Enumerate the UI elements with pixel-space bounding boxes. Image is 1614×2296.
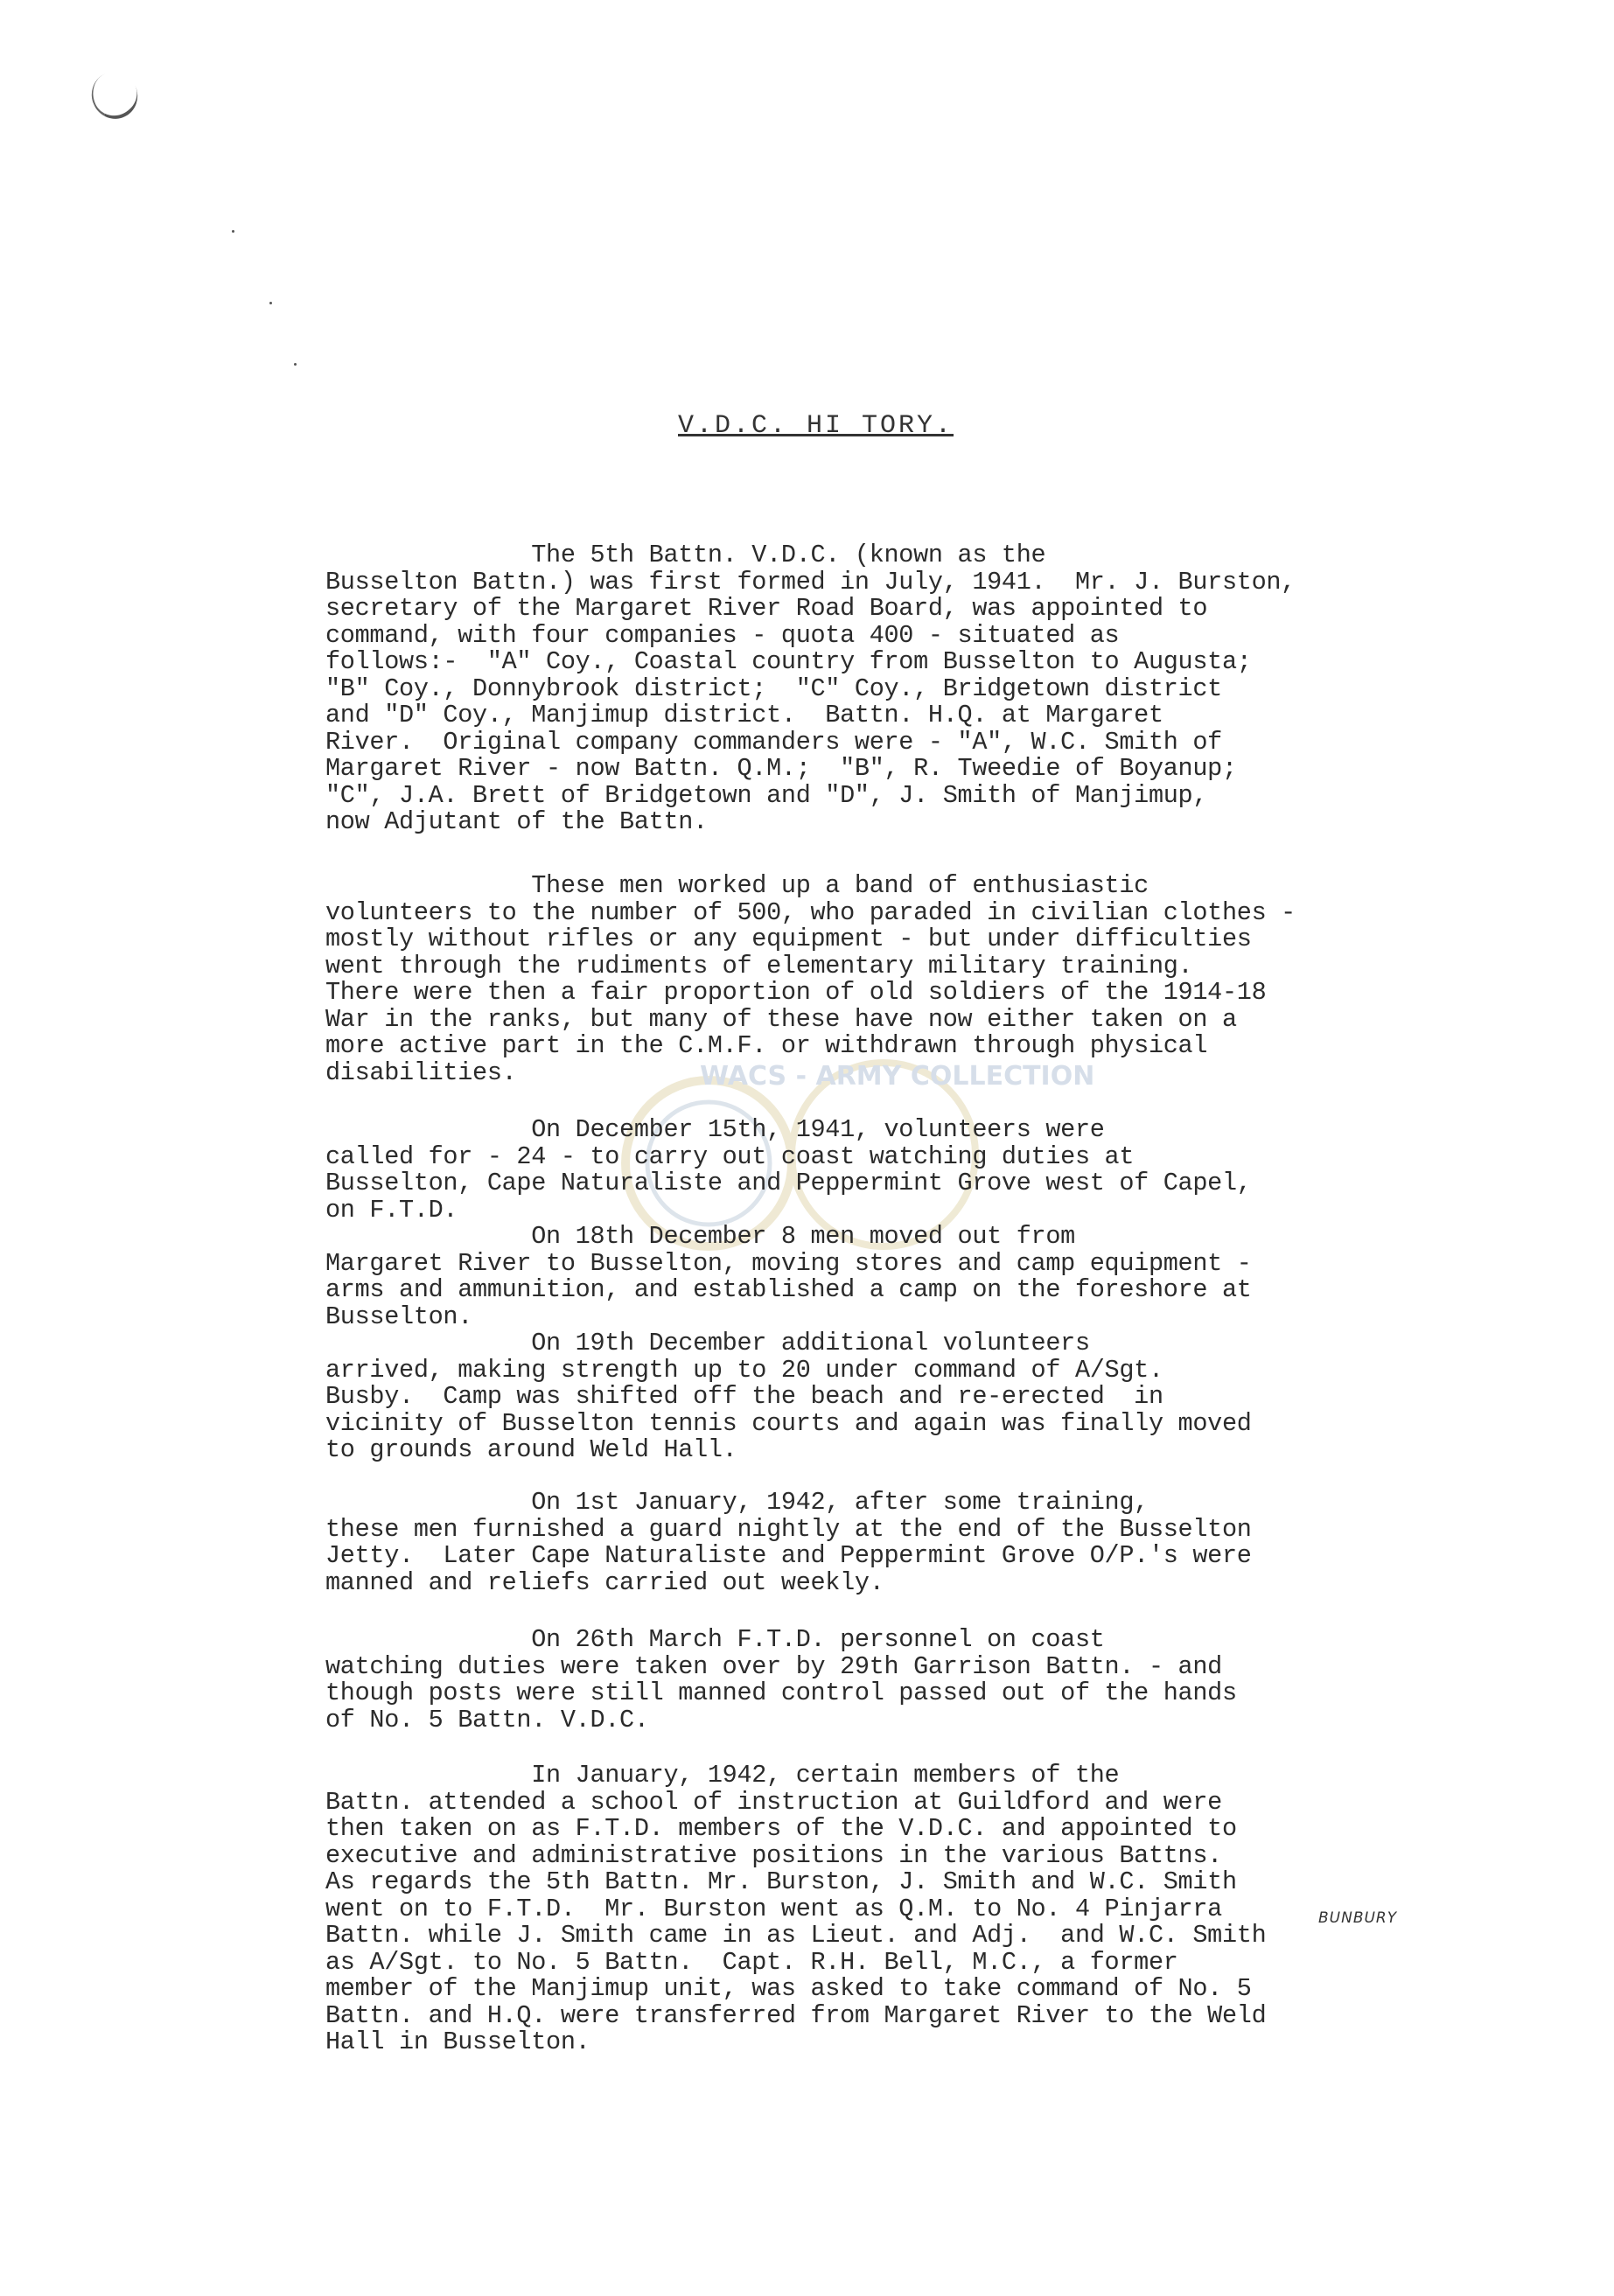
paragraph-battalion-formation: The 5th Battn. V.D.C. (known as the Busselton Battn.) was first formed in July, 1941. Mr. J. Burston, secretary of the Margaret River Road Board, was appointed to command, with four companies - quota 400 - situated as follows:- "A" Coy., Coastal country from Busselton to Augusta; "B" Coy., Donnybrook district; "C" Coy., Bridgetown district and "D" Coy., Manjimup district. Battn. H.Q. at Margaret River. Original company commanders were - "A", W.C. Smith of Margaret River - now Battn. Q.M.; "B", R. Tweedie of Boyanup; "C", J.A. Brett of Bridgetown and "D", J. Smith of Manjimup, now Adjutant of the Battn. xyxy=(325,541,1296,836)
punch-hole-mark xyxy=(84,65,145,127)
paragraph-january-school: In January, 1942, certain members of the Battn. attended a school of instruction at Guildford and were then taken on as F.T.D. members of the V.D.C. and appointed to executive and administrative positions in the various Battns. As regards the 5th Battn. Mr. Burston, J. Smith and W.C. Smith went on to F.T.D. Mr. Burston went as Q.M. to No. 4 Pinjarra Battn. while J. Smith came in as Lieut. and Adj. and W.C. Smith as A/Sgt. to No. 5 Battn. Capt. R.H. Bell, M.C., a former member of the Manjimup unit, was asked to take command of No. 5 Battn. and H.Q. were transferred from Margaret River to the Weld Hall in Busselton. xyxy=(325,1761,1267,2056)
paragraph-december-15: On December 15th, 1941, volunteers were called for - 24 - to carry out coast watching duties at Busselton, Cape Naturaliste and Peppermint Grove west of Capel, on F.T.D. xyxy=(325,1115,1252,1225)
speck-mark xyxy=(294,363,297,366)
paragraph-december-18: On 18th December 8 men moved out from Margaret River to Busselton, moving stores and camp equipment - arms and ammunition, and established a camp on the foreshore at Busselton. xyxy=(325,1222,1252,1331)
paragraph-december-19: On 19th December additional volunteers arrived, making strength up to 20 under command of A/Sgt. Busby. Camp was shifted off the beach and re-erected in vicinity of Busselton tennis courts and again was finally moved to grounds around Weld Hall. xyxy=(325,1329,1252,1464)
speck-mark xyxy=(232,230,234,233)
watermark-text: WACS - ARMY COLLECTION xyxy=(700,1061,1095,1092)
handwritten-annotation: BUNBURY xyxy=(1318,1909,1398,1927)
speck-mark xyxy=(269,302,272,304)
paragraph-march-26: On 26th March F.T.D. personnel on coast watching duties were taken over by 29th Garrison Battn. - and though posts were still manned control passed out of the hands of No. 5 Battn. V.D.C. xyxy=(325,1625,1237,1734)
paragraph-january-1: On 1st January, 1942, after some training, these men furnished a guard nightly at the end of the Busselton Jetty. Later Cape Naturaliste and Peppermint Grove O/P.'s were manned and reliefs carried out weekly. xyxy=(325,1488,1252,1597)
document-title: V.D.C. HI TORY. xyxy=(678,411,954,441)
paragraph-volunteers: These men worked up a band of enthusiastic volunteers to the number of 500, who paraded in civilian clothes - mostly without rifles or any equipment - but under difficulties went through the rudiments of elementary military training. There were then a fair proportion of old soldiers of the 1914-18 War in the ranks, but many of these have now either taken on a more active part in the C.M.F. or withdrawn through physical disabilities. xyxy=(325,871,1296,1087)
